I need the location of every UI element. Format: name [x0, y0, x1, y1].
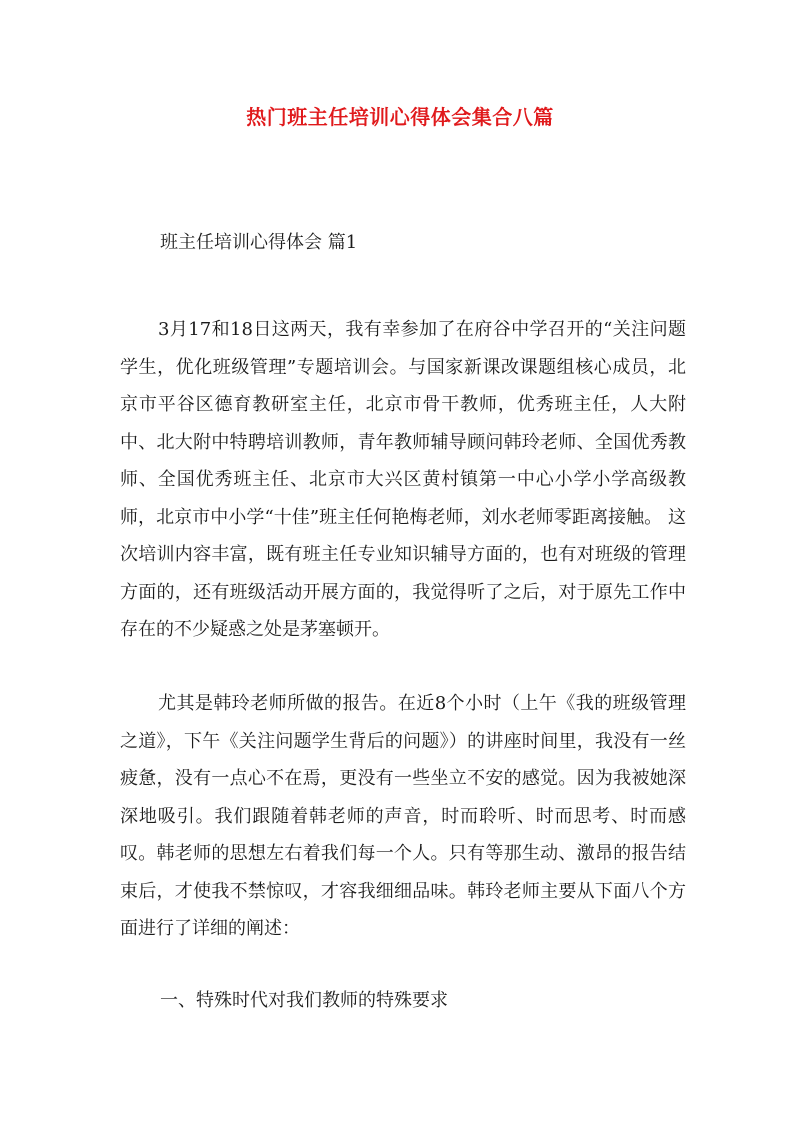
body-paragraph: 3月17和18日这两天，我有幸参加了在府谷中学召开的“关注问题学生，优化班级管理”专题培训会。与国家新课改课题组核心成员，北京市平谷区德育教研室主任，北京市骨干教师，优秀班主任，人大附中、北大附中特聘培训教师，青年教师辅导顾问韩玲老师、全国优秀教师、全国优秀班主任、北京市大兴区黄村镇第一中心小学小学高级教师，北京市中小学“十佳”班主任何艳梅老师，刘水老师零距离接触。 这次培训内容丰富，既有班主任专业知识辅导方面的，也有对班级的管理方面的，还有班级活动开展方面的，我觉得听了之后，对于原先工作中存在的不少疑惑之处是茅塞顿开。 — [120, 319, 686, 640]
paragraph-block-1 — [120, 311, 686, 649]
list-item-heading: 一、特殊时代对我们教师的特殊要求 — [160, 990, 448, 1011]
document-title: 热门班主任培训心得体会集合八篇 — [246, 105, 554, 129]
paragraph-block-2 — [120, 685, 686, 948]
section-heading: 班主任培训心得体会 篇1 — [160, 232, 358, 253]
body-paragraph: 尤其是韩玲老师所做的报告。在近8个小时（上午《我的班级管理之道》，下午《关注问题学生背后的问题》）的讲座时间里，我没有一丝疲惫，没有一点心不在焉，更没有一些坐立不安的感觉。因为我被她深深地吸引。我们跟随着韩老师的声音，时而聆听、时而思考、时而感叹。韩老师的思想左右着我们每一个人。只有等那生动、激昂的报告结束后，才使我不禁惊叹，才容我细细品味。韩玲老师主要从下面八个方面进行了详细的阐述： — [120, 693, 686, 939]
